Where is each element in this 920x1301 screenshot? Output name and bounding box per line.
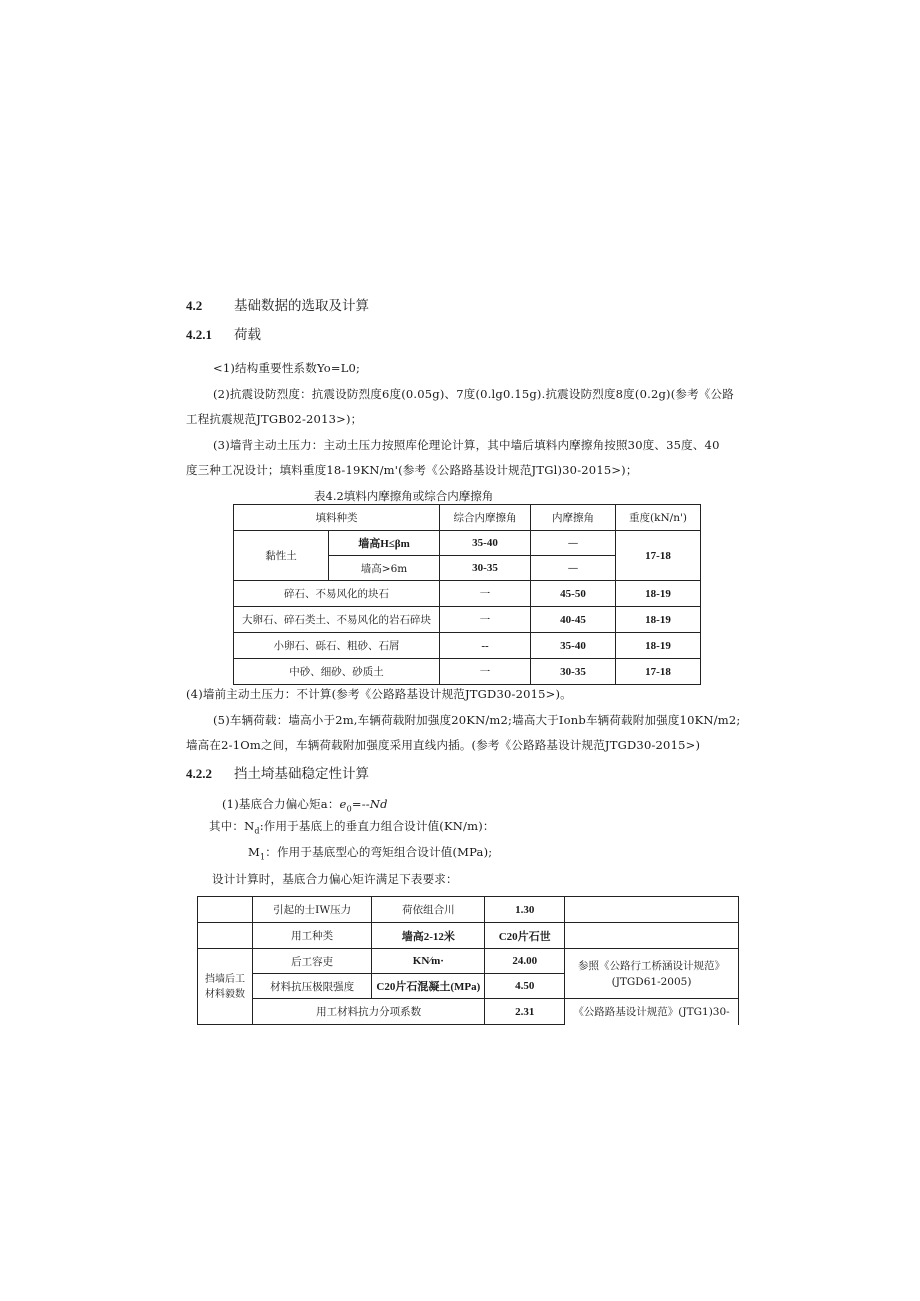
table-row [234, 607, 701, 633]
internal-angle: 45-50 [531, 581, 616, 607]
paragraph-4: (4)墙前主动土压力：不计算(参考《公路路基设计规范JTGD30-2015>)。 [186, 687, 572, 701]
reference-note: 参照《公路行工桥涵设计规范》(JTGD61-2005) [565, 949, 739, 999]
reference-note-2: 《公路路基设计规范》(JTG1)30- [565, 999, 739, 1025]
group-label: 挡墙后工材料毅数 [198, 949, 253, 1025]
table-row [234, 659, 701, 685]
compressive-strength-label: 材料抗压极限强度 [252, 974, 371, 999]
section-number: 4.2 [186, 298, 203, 313]
clay-label: 黏性土 [234, 531, 329, 581]
composite-angle: 一 [440, 607, 531, 633]
clay-sub-1: 墙高H≤βm [329, 531, 440, 556]
friction-angle-table [233, 504, 701, 685]
nd-prefix: 其中：N [209, 819, 255, 833]
composite-angle: 一 [440, 581, 531, 607]
fill-type: 中砂、细砂、砂质土 [234, 659, 440, 685]
m-rest: ：作用于基底型心的弯矩组合设计值(MPa); [265, 845, 493, 859]
section-title: 荷载 [234, 327, 261, 343]
paragraph-5-line-2: 墙高在2-1Om之间，车辆荷载附加强度采用直线内插。(参考《公路路基设计规范JTGD30-2015>) [186, 738, 701, 752]
empty-cell [565, 923, 739, 949]
table-row [234, 633, 701, 659]
clay-int-1: — [531, 531, 616, 556]
formula-prefix: (1)基底合力偏心矩a： [222, 797, 340, 811]
nd-sub: d [254, 826, 260, 836]
nd-rest: :作用于基底上的垂直力组合设计值(KN/m)： [259, 819, 495, 833]
paragraph-3-line-2: 度三种工况设计；填料重度18-19KN/m'(参考《公路路基设计规范JTGl)30-2015>)； [186, 463, 638, 477]
fill-type: 大卵石、碎石类土、不易风化的岩石碎块 [234, 607, 440, 633]
section-heading-4-2-1 [186, 323, 261, 343]
paragraph-6 [222, 796, 388, 813]
internal-angle: 30-35 [531, 659, 616, 685]
paragraph-1: <1)结构重要性系数Yo=L0; [213, 361, 361, 375]
header-unit-weight: 重度(kN/n') [616, 505, 701, 531]
load-value: 1.30 [485, 897, 565, 923]
unit-weight: 18-19 [616, 581, 701, 607]
paragraph-7 [209, 818, 495, 835]
paragraph-2-line-2: 工程抗震规范JTGB02-2013>)； [186, 412, 363, 426]
paragraph-9: 设计计算时，基底合力偏心矩许满足下表要求： [212, 872, 458, 886]
unit-weight-unit: KN∕m· [372, 949, 485, 974]
eccentricity-table [197, 896, 739, 1025]
table-row [234, 531, 701, 556]
table-1-caption: 表4.2填料内摩擦角或综合内摩擦角 [314, 489, 494, 503]
unit-weight-label: 后工容吏 [252, 949, 371, 974]
clay-weight: 17-18 [616, 531, 701, 581]
unit-weight-value: 24.00 [485, 949, 565, 974]
table-header-row [234, 505, 701, 531]
unit-weight: 18-19 [616, 607, 701, 633]
internal-angle: 40-45 [531, 607, 616, 633]
composite-angle: -- [440, 633, 531, 659]
material-type-label: 用工种类 [252, 923, 371, 949]
clay-comp-1: 35-40 [440, 531, 531, 556]
compressive-strength-material: C20片石混凝土(MPa) [372, 974, 485, 999]
unit-weight: 17-18 [616, 659, 701, 685]
table-row [234, 581, 701, 607]
formula-rest: =--Nd [351, 797, 388, 811]
section-title: 基础数据的选取及计算 [234, 298, 369, 314]
empty-cell [198, 923, 253, 949]
internal-angle: 35-40 [531, 633, 616, 659]
section-title: 挡土埼基础稳定性计算 [234, 766, 369, 782]
section-heading-4-2-2 [186, 762, 369, 782]
table-row [198, 949, 739, 974]
table-row [198, 897, 739, 923]
formula-sub: 0 [346, 804, 352, 814]
clay-comp-2: 30-35 [440, 556, 531, 581]
paragraph-8 [248, 844, 492, 861]
header-composite-angle: 综合内摩擦角 [440, 505, 531, 531]
formula-e: e [339, 797, 347, 811]
material-type-value: C20片石世 [485, 923, 565, 949]
load-combination: 荷依组合川 [372, 897, 485, 923]
wall-height: 墙高2-12米 [372, 923, 485, 949]
unit-weight: 18-19 [616, 633, 701, 659]
resistance-factor-value: 2.31 [485, 999, 565, 1025]
load-label: 引起的士IW压力 [252, 897, 371, 923]
header-internal-angle: 内摩擦角 [531, 505, 616, 531]
resistance-factor-label: 用工材料抗力分项系数 [252, 999, 484, 1025]
table-row [198, 999, 739, 1025]
m-sub: 1 [259, 852, 266, 862]
composite-angle: 一 [440, 659, 531, 685]
m-prefix: M [248, 845, 260, 859]
table-row [198, 923, 739, 949]
section-number: 4.2.2 [186, 766, 212, 781]
section-number: 4.2.1 [186, 327, 212, 342]
paragraph-5-line-1: (5)车辆荷载：墙高小于2m,车辆荷载附加强度20KN∕m2;墙高大于Ionb车辆荷载附加强度10KN∕m2; [213, 713, 741, 727]
section-heading-4-2 [186, 294, 369, 314]
empty-cell [198, 897, 253, 923]
clay-int-2: — [531, 556, 616, 581]
compressive-strength-value: 4.50 [485, 974, 565, 999]
header-fill-type: 填料种类 [234, 505, 440, 531]
empty-cell [565, 897, 739, 923]
fill-type: 小卵石、砾石、粗砂、石屑 [234, 633, 440, 659]
paragraph-2-line-1: (2)抗震设防烈度：抗震设防烈度6度(0.05g)、7度(0.lg0.15g).抗震设防烈度8度(0.2g)(参考《公路 [213, 387, 734, 401]
clay-sub-2: 墙高>6m [329, 556, 440, 581]
fill-type: 碎石、不易风化的块石 [234, 581, 440, 607]
paragraph-3-line-1: (3)墙背主动土压力：主动土压力按照库伦理论计算，其中墙后填料内摩擦角按照30度、35度、40 [213, 438, 720, 452]
